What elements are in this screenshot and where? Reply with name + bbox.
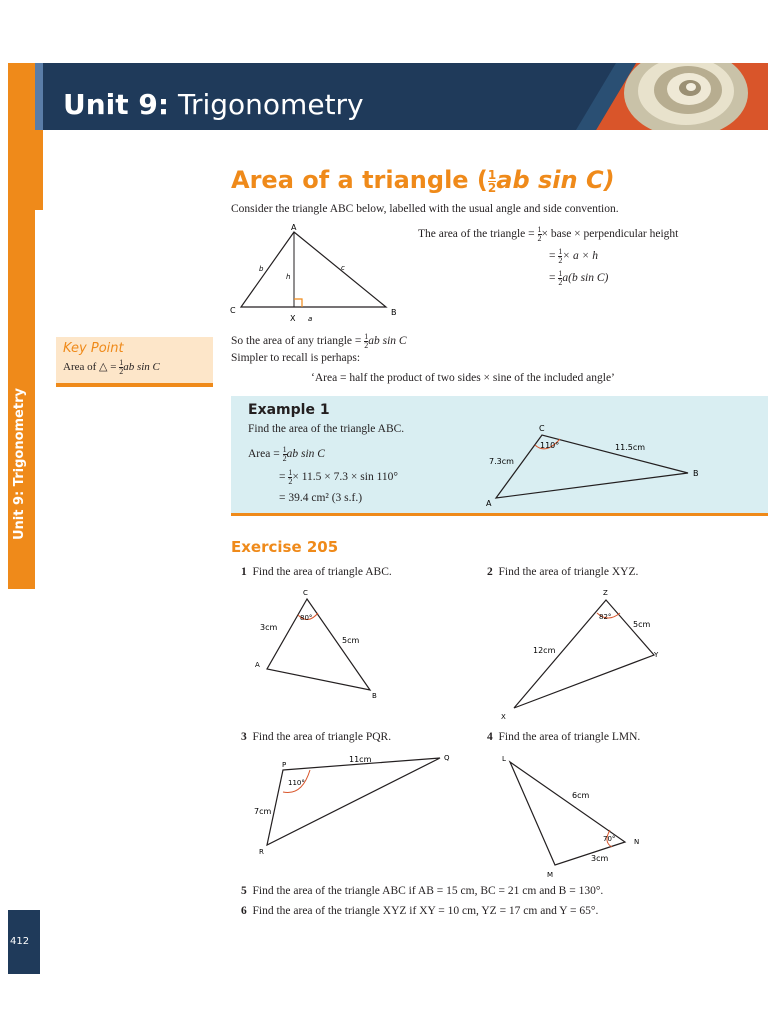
ex-vertex-b: B (693, 469, 699, 478)
example-line-2: = $\frac{1}{2}$ × 11.5 × 7.3 × sin 110° (279, 468, 398, 486)
height-h-label: h (286, 273, 291, 281)
vertex-c-label: C (230, 306, 236, 315)
ex-angle-label: 110° (540, 441, 560, 450)
example-line-1-a: Area = (248, 448, 283, 461)
ex-side-cb: 11.5cm (615, 443, 646, 452)
q2-side-2: 5cm (633, 620, 651, 629)
example-line-1-b: ab sin C (286, 448, 325, 461)
q6-question: Find the area of the triangle XYZ if XY = 10 cm, YZ = 17 cm and Y = 65°. (252, 905, 599, 917)
q1-side-2: 5cm (342, 636, 360, 645)
q2-vertex-y: Y (654, 651, 659, 659)
shell-image (576, 63, 768, 130)
q1-vertex-c: C (303, 589, 308, 597)
main-triangle-figure (226, 220, 416, 330)
example-triangle-figure (480, 418, 705, 513)
q5-question: Find the area of the triangle ABC if AB = 15 cm, BC = 21 cm and B = 130°. (252, 885, 604, 897)
q2-side-1: 12cm (533, 646, 556, 655)
title-prefix: Area of a triangle ( (231, 166, 488, 194)
q4-vertex-m: M (547, 871, 554, 879)
q5-text (241, 885, 603, 897)
intro-text: Consider the triangle ABC below, labelled with the usual angle and side convention. (231, 203, 619, 215)
q4-angle-label: 70° (603, 835, 616, 843)
example-line-3: = 39.4 cm² (3 s.f.) (279, 492, 363, 504)
q1-vertex-b: B (372, 692, 377, 700)
side-orange-strip-tail (35, 130, 43, 210)
q3-question: Find the area of triangle PQR. (252, 731, 392, 743)
q1-angle-label: 80° (300, 614, 313, 622)
q3-side-1: 11cm (349, 755, 372, 764)
keypoint-text-b: ab sin C (123, 361, 160, 374)
q2-text (487, 566, 638, 578)
q3-vertex-p: P (282, 761, 287, 769)
q4-vertex-l: L (502, 755, 506, 763)
so-line: So the area of any triangle = $\frac{1}{2}$ ab sin C (231, 332, 407, 350)
q2-num: 2 (487, 566, 493, 578)
q4-triangle (510, 762, 625, 865)
simpler-text: Simpler to recall is perhaps: (231, 352, 361, 364)
area-line-1 (418, 226, 678, 243)
area-line-2: = $\frac{1}{2}$ × a × h (549, 247, 599, 265)
area-line-1-a: The area of the triangle = (418, 228, 538, 241)
q1-vertex-a: A (255, 661, 260, 669)
q3-text (241, 731, 391, 743)
frac-half: $\frac{1}{2}$ (537, 225, 542, 243)
area-line-2-text: × a × h (562, 250, 599, 263)
q6-num: 6 (241, 905, 247, 917)
ex-side-ca: 7.3cm (489, 457, 514, 466)
title-frac-den: 2 (487, 180, 497, 195)
example-title: Example 1 (248, 402, 330, 418)
q3-vertex-r: R (259, 848, 264, 856)
q4-vertex-n: N (634, 838, 640, 846)
side-c-label: c (341, 264, 345, 272)
unit-name: Trigonometry (178, 88, 364, 121)
q4-question: Find the area of triangle LMN. (498, 731, 641, 743)
so-line-b: ab sin C (368, 335, 407, 348)
q2-angle-label: 82° (599, 613, 612, 621)
example-triangle (496, 435, 688, 498)
title-frac-num: 1 (487, 167, 497, 182)
example-line-1: Area = $\frac{1}{2}$ ab sin C (248, 445, 325, 463)
keypoint-title: Key Point (63, 341, 124, 356)
q4-num: 4 (487, 731, 493, 743)
q4-side-2: 3cm (591, 854, 609, 863)
q2-question: Find the area of triangle XYZ. (498, 566, 639, 578)
q1-text (241, 566, 392, 578)
q3-triangle (267, 758, 440, 845)
shell-icon (576, 63, 768, 130)
exercise-title: Exercise 205 (231, 538, 339, 556)
so-line-a: So the area of any triangle = (231, 335, 365, 348)
q1-num: 1 (241, 566, 247, 578)
keypoint-text-a: Area of △ = (63, 361, 120, 374)
area-line-3-text: a(b sin C) (562, 272, 609, 285)
side-a-label: a (308, 315, 313, 323)
foot-x-label: X (290, 314, 296, 323)
q1-triangle-figure (250, 585, 390, 705)
q1-question: Find the area of triangle ABC. (252, 566, 392, 578)
quote-text: ‘Area = half the product of two sides × sine of the included angle’ (311, 372, 615, 384)
keypoint-text: Area of △ = $\frac{1}{2}$ ab sin C (63, 358, 160, 376)
q3-side-2: 7cm (254, 807, 272, 816)
vertex-b-label: B (391, 308, 397, 317)
q2-vertex-x: X (501, 713, 506, 721)
q1-side-1: 3cm (260, 623, 278, 632)
unit-label: Unit 9: (63, 88, 170, 121)
q6-text (241, 905, 598, 917)
q3-vertex-q: Q (444, 754, 450, 762)
q2-vertex-z: Z (603, 589, 608, 597)
unit-title (63, 88, 364, 121)
q2-triangle-figure (495, 585, 670, 725)
page-number: 412 (10, 936, 30, 947)
q4-side-1: 6cm (572, 791, 590, 800)
area-line-1-b: × base × perpendicular height (541, 228, 679, 241)
ex-vertex-c: C (539, 424, 545, 433)
ex-vertex-a: A (486, 499, 492, 508)
header-stripe (35, 63, 43, 130)
side-unit-label: Unit 9: Trigonometry (12, 388, 27, 540)
area-line-3: = $\frac{1}{2}$ a(b sin C) (549, 269, 609, 287)
q5-num: 5 (241, 885, 247, 897)
q3-angle-label: 110° (288, 779, 305, 787)
right-angle-mark (294, 299, 302, 307)
q3-num: 3 (241, 731, 247, 743)
section-title (231, 166, 615, 194)
q4-triangle-figure (495, 750, 655, 880)
title-suffix: ab sin C) (496, 166, 615, 194)
example-line-2-text: × 11.5 × 7.3 × sin 110° (292, 471, 398, 484)
example-question: Find the area of the triangle ABC. (248, 423, 405, 435)
title-fraction (488, 169, 496, 194)
q4-text (487, 731, 640, 743)
side-b-label: b (259, 265, 264, 273)
q3-triangle-figure (250, 750, 465, 860)
vertex-a-label: A (291, 223, 297, 232)
